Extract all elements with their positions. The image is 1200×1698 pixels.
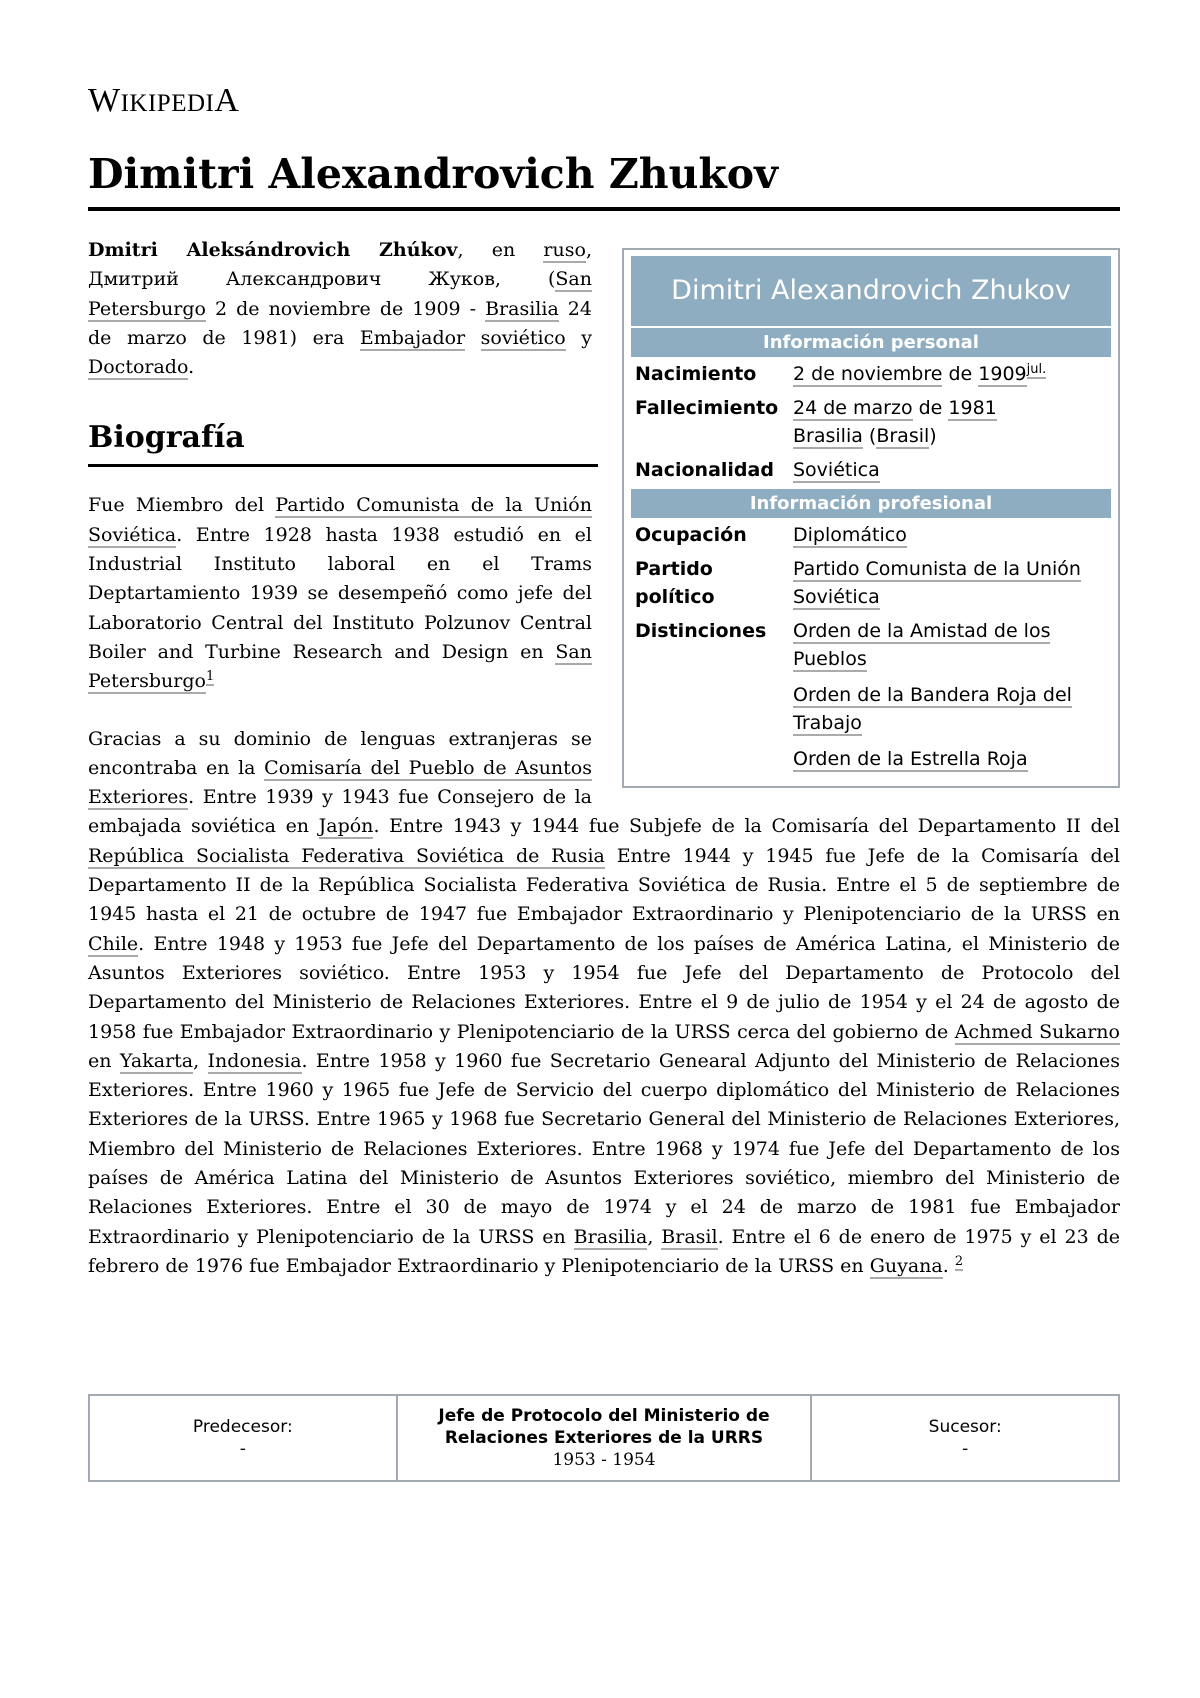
section-heading-biografia: Biografía <box>88 418 598 467</box>
link-partido-comunista[interactable]: Partido Comunista de la Unión Soviética <box>88 494 592 546</box>
infobox-value <box>793 617 1111 773</box>
paragraph-text: , Дмитрий Александрович Жуков, ( <box>88 239 592 291</box>
infobox-value <box>793 456 1111 484</box>
infobox-title: Dimitri Alexandrovich Zhukov <box>631 256 1111 326</box>
death-date-link[interactable]: 24 de marzo <box>793 397 913 419</box>
paragraph-text: 24 de marzo de 1981) era <box>88 297 592 349</box>
link-japon[interactable]: Japón <box>318 815 374 838</box>
infobox-text: de <box>942 363 979 385</box>
paragraph-text: . <box>942 1254 955 1277</box>
infobox <box>622 248 1120 788</box>
award-link[interactable]: Orden de la Estrella Roja <box>793 748 1028 770</box>
infobox-label: Ocupación <box>635 524 747 546</box>
wikipedia-logo[interactable] <box>88 82 239 120</box>
link-yakarta[interactable]: Yakarta <box>119 1049 194 1072</box>
office-years: 1953 - 1954 <box>552 1450 656 1470</box>
infobox-text: ) <box>929 425 937 447</box>
paragraph-text: . Entre 1928 hasta 1938 estudió en el Industrial Instituto laboral en el Trams Deptartamiento 1939 se desempeñó como jefe del Laboratorio Central del Instituto Polzunov Central Boiler and Turbine Research and Design en <box>88 523 592 663</box>
link-brasilia[interactable]: Brasilia <box>485 297 559 320</box>
infobox-value <box>793 521 1111 549</box>
paragraph-text: en <box>88 1049 120 1072</box>
link-brasil[interactable]: Brasil <box>661 1225 718 1248</box>
infobox-value <box>793 394 1111 450</box>
successor-value: - <box>962 1439 969 1459</box>
julian-calendar-note[interactable] <box>1027 362 1047 379</box>
paragraph-text: , en <box>457 239 544 261</box>
infobox-row-nacionalidad <box>631 453 1111 487</box>
paragraph-text: . Entre 1958 y 1960 fue Secretario Genearal Adjunto del Ministerio de Relaciones Exteriores. Entre 1960 y 1965 fue Jefe de Servicio del cuerpo diplomático del Ministerio de Relaciones Exteriores de la URSS. Entre 1965 y 1968 fue Secretario General del Ministerio de Relaciones Exteriores, Miembro del Ministerio de Relaciones Exteriores. Entre 1968 y 1974 fue Jefe del Departamento de los países de América Latina del Ministerio de Asuntos Exteriores soviético, miembro del Ministerio de Relaciones Exteriores. Entre el 30 de mayo de 1974 y el 24 de marzo de 1981 fue Embajador Extraordinario y Plenipotenciario de la URSS en <box>88 1049 1120 1248</box>
paragraph-text: Gracias a su dominio de lenguas extranjeras se encontraba en la <box>88 727 592 779</box>
logo-first-letter: W <box>88 82 121 119</box>
infobox-label: Fallecimiento <box>635 397 779 419</box>
office-cell <box>397 1395 812 1481</box>
infobox-row-ocupacion <box>631 518 1111 552</box>
infobox-section-personal: Información personal <box>631 328 1111 357</box>
link-chile[interactable]: Chile <box>88 932 139 955</box>
infobox-row-distinciones <box>631 614 1111 776</box>
predecessor-label: Predecesor: <box>192 1417 293 1437</box>
infobox-label: Distinciones <box>635 620 767 642</box>
link-sovietico[interactable]: soviético <box>480 326 566 349</box>
predecessor-value: - <box>239 1439 246 1459</box>
logo-middle-letters: IKIPEDI <box>120 90 215 117</box>
office-title: Jefe de Protocolo del Ministerio de Relaciones Exteriores de la URRS <box>438 1406 770 1448</box>
infobox-row-nacimiento <box>631 357 1111 391</box>
party-link[interactable]: Partido Comunista de la Unión Soviética <box>793 558 1081 608</box>
link-achmed-sukarno[interactable]: Achmed Sukarno <box>954 1020 1120 1043</box>
link-brasilia[interactable]: Brasilia <box>573 1225 648 1248</box>
award-link[interactable]: Orden de la Amistad de los Pueblos <box>793 620 1051 670</box>
link-comisaria[interactable]: Comisaría del Pueblo de Asuntos Exteriores <box>88 756 592 809</box>
reference-1[interactable]: 1 <box>205 668 215 684</box>
link-guyana[interactable]: Guyana <box>869 1254 943 1277</box>
paragraph-text: , <box>647 1225 662 1248</box>
infobox-value <box>793 555 1111 611</box>
link-doctorado[interactable]: Doctorado <box>88 356 189 379</box>
paragraph-text: . Entre 1943 y 1944 fue Subjefe de la Comisaría del Departamento II del <box>373 815 1120 838</box>
successor-label: Sucesor: <box>928 1417 1002 1437</box>
paragraph-text: y <box>565 326 592 349</box>
paragraph-text: . <box>188 356 195 379</box>
infobox-label: Nacimiento <box>635 363 757 385</box>
link-san-petersburgo[interactable]: San Petersburgo <box>88 640 592 693</box>
successor-cell <box>811 1395 1119 1481</box>
paragraph-text: 2 de noviembre de 1909 - <box>205 297 486 320</box>
title-divider <box>88 207 1120 211</box>
paragraph-text: Fue Miembro del <box>88 494 276 517</box>
page-title: Dimitri Alexandrovich Zhukov <box>88 150 778 198</box>
infobox-text: de <box>912 397 949 419</box>
subject-name: Dmitri Aleksándrovich Zhúkov <box>88 239 458 261</box>
link-ruso[interactable]: ruso <box>543 239 586 261</box>
birth-date-link[interactable]: 2 de noviembre <box>793 363 943 385</box>
infobox-text: ( <box>862 425 877 447</box>
link-embajador[interactable]: Embajador <box>359 326 466 349</box>
paragraph-text: . Entre 1939 y 1943 fue Consejero de la embajada soviética en <box>88 786 592 838</box>
link-rsfsr[interactable]: República Socialista Federativa Soviética de Rusia <box>88 844 605 867</box>
julian-calendar-link[interactable]: jul. <box>1026 361 1047 377</box>
death-year-link[interactable]: 1981 <box>948 397 997 419</box>
infobox-value <box>793 360 1111 388</box>
paragraph-text: . Entre 1948 y 1953 fue Jefe del Departamento de los países de América Latina, el Ministerio de Asuntos Exteriores soviético. Entre 1953 y 1954 fue Jefe del Departamento de Protocolo del Departamento del Ministerio de Relaciones Exteriores. Entre el 9 de julio de 1954 y el 24 de agosto de 1958 fue Embajador Extraordinario y Plenipotenciario de la URSS cerca del gobierno de <box>88 932 1120 1043</box>
biography-paragraph-2 <box>88 725 1120 1282</box>
death-place-link[interactable]: Brasilia <box>793 425 863 447</box>
infobox-row-fallecimiento <box>631 391 1111 453</box>
occupation-link[interactable]: Diplomático <box>793 524 907 546</box>
infobox-label: Nacionalidad <box>635 459 774 481</box>
birth-year-link[interactable]: 1909 <box>978 363 1027 385</box>
infobox-row-partido <box>631 552 1111 614</box>
award-link[interactable]: Orden de la Bandera Roja del Trabajo <box>793 684 1072 734</box>
infobox-section-professional: Información profesional <box>631 489 1111 518</box>
paragraph-text <box>465 327 481 349</box>
nationality-link[interactable]: Soviética <box>793 459 880 481</box>
paragraph-text: . Entre el 6 de enero de 1975 y el 23 de febrero de 1976 fue Embajador Extraordinario y Plenipotenciario de la URSS en <box>88 1225 1120 1277</box>
article-content <box>88 236 1120 1281</box>
paragraph-text: , <box>193 1049 208 1072</box>
link-san-petersburgo[interactable]: San Petersburgo <box>88 268 592 320</box>
link-indonesia[interactable]: Indonesia <box>207 1049 302 1072</box>
infobox-label: Partido político <box>635 558 715 608</box>
logo-last-letter: A <box>214 82 240 119</box>
death-country-link[interactable]: Brasil <box>876 425 930 447</box>
reference-2[interactable]: 2 <box>954 1253 964 1269</box>
succession-box <box>88 1394 1120 1482</box>
paragraph-text: Entre 1944 y 1945 fue Jefe de la Comisaría del Departamento II de la República Socialista Federativa Soviética de Rusia. Entre el 5 de septiembre de 1945 hasta el 21 de octubre de 1947 fue Embajador Extraordinario y Plenipotenciario de la URSS en <box>88 844 1120 926</box>
predecessor-cell <box>89 1395 397 1481</box>
